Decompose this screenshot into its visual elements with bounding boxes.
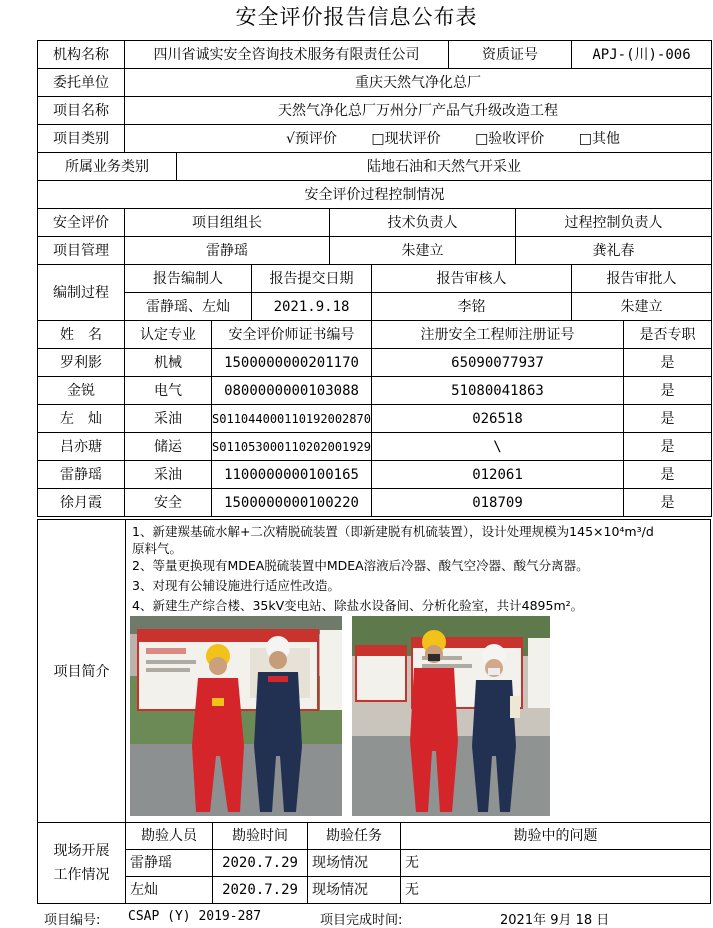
management-header: 项目组组长 xyxy=(125,209,330,237)
category-label: 项目类别 xyxy=(38,125,125,153)
intro-line: 原料气。 xyxy=(132,541,183,556)
table-row xyxy=(38,489,712,517)
cert-value: APJ-(川)-006 xyxy=(572,41,712,69)
table-row xyxy=(38,433,712,461)
staff-cert: S011044000110192002870 xyxy=(212,405,372,433)
site-label xyxy=(38,823,125,903)
site-task: 现场情况 xyxy=(308,877,401,904)
staff-fulltime: 是 xyxy=(624,349,712,377)
management-header: 过程控制负责人 xyxy=(516,209,712,237)
site-task: 现场情况 xyxy=(308,850,401,877)
compile-header: 报告编制人 xyxy=(125,265,252,293)
staff-fulltime: 是 xyxy=(624,489,712,517)
staff-reg: \ xyxy=(372,433,624,461)
staff-name: 徐月霞 xyxy=(38,489,125,517)
compile-label: 编制过程 xyxy=(38,265,125,321)
client-value: 重庆天然气净化总厂 xyxy=(125,69,712,97)
info-table xyxy=(37,40,711,520)
table-row xyxy=(38,461,712,489)
staff-cert: 1100000000100165 xyxy=(212,461,372,489)
staff-name: 罗利影 xyxy=(38,349,125,377)
site-photo-1-image xyxy=(130,616,342,816)
staff-reg: 018709 xyxy=(372,489,624,517)
staff-reg: 026518 xyxy=(372,405,624,433)
category-option: □验收评价 xyxy=(475,130,545,147)
management-label-top: 安全评价 xyxy=(38,209,125,237)
staff-major: 安全 xyxy=(125,489,212,517)
staff-header: 是否专职 xyxy=(624,321,712,349)
completion-value: 2021年 9月 18 日 xyxy=(500,913,610,928)
category-option: □其他 xyxy=(578,130,620,147)
staff-header: 姓 名 xyxy=(38,321,125,349)
site-person: 雷静瑶 xyxy=(126,850,213,877)
business-value: 陆地石油和天然气开采业 xyxy=(177,153,712,181)
management-value: 龚礼春 xyxy=(516,237,712,265)
footer xyxy=(0,905,713,927)
staff-major: 电气 xyxy=(125,377,212,405)
table-row xyxy=(38,405,712,433)
intro-line: 1、新建羰基硫水解+二次精脱硫装置（即新建脱有机硫装置），设计处理规模为145×10⁴m³/d xyxy=(132,524,654,539)
project-label: 项目名称 xyxy=(38,97,125,125)
management-label-bottom: 项目管理 xyxy=(38,237,125,265)
org-label: 机构名称 xyxy=(38,41,125,69)
intro-line: 3、对现有公辅设施进行适应性改造。 xyxy=(132,578,340,593)
project-intro xyxy=(37,519,711,823)
project-code-label: 项目编号: xyxy=(44,913,101,928)
compile-value: 朱建立 xyxy=(572,293,712,321)
staff-reg: 012061 xyxy=(372,461,624,489)
compile-value: 2021.9.18 xyxy=(252,293,372,321)
table-row xyxy=(38,349,712,377)
staff-cert: 1500000000201170 xyxy=(212,349,372,377)
completion-label: 项目完成时间: xyxy=(320,913,403,928)
staff-reg: 65090077937 xyxy=(372,349,624,377)
site-label-bottom: 工作情况 xyxy=(53,867,110,883)
site-issue: 无 xyxy=(401,877,711,904)
intro-body xyxy=(126,520,710,822)
org-value: 四川省诚实安全咨询技术服务有限责任公司 xyxy=(125,41,449,69)
table-row xyxy=(126,850,711,877)
management-value: 雷静瑶 xyxy=(125,237,330,265)
business-label: 所属业务类别 xyxy=(38,153,177,181)
site-header: 勘验任务 xyxy=(308,823,401,850)
compile-value: 李铭 xyxy=(372,293,572,321)
category-options xyxy=(125,125,712,153)
intro-line: 2、等量更换现有MDEA脱硫装置中MDEA溶液后冷器、酸气空冷器、酸气分离器。 xyxy=(132,558,589,573)
staff-fulltime: 是 xyxy=(624,377,712,405)
staff-cert: S011053000110202001929 xyxy=(212,433,372,461)
site-person: 左灿 xyxy=(126,877,213,904)
page-title: 安全评价报告信息公布表 xyxy=(235,5,478,29)
category-option: □现状评价 xyxy=(371,130,441,147)
site-date: 2020.7.29 xyxy=(213,877,308,904)
site-photo-2 xyxy=(352,616,550,816)
category-option: √预评价 xyxy=(286,130,337,147)
process-header: 安全评价过程控制情况 xyxy=(38,181,712,209)
management-value: 朱建立 xyxy=(330,237,516,265)
staff-name: 左 灿 xyxy=(38,405,125,433)
compile-header: 报告审批人 xyxy=(572,265,712,293)
staff-major: 采油 xyxy=(125,461,212,489)
site-header: 勘验人员 xyxy=(126,823,213,850)
table-row xyxy=(126,877,711,904)
compile-value: 雷静瑶、左灿 xyxy=(125,293,252,321)
site-date: 2020.7.29 xyxy=(213,850,308,877)
site-issue: 无 xyxy=(401,850,711,877)
staff-name: 金锐 xyxy=(38,377,125,405)
staff-cert: 1500000000100220 xyxy=(212,489,372,517)
intro-label: 项目简介 xyxy=(38,520,126,822)
site-photo-1 xyxy=(130,616,342,816)
staff-fulltime: 是 xyxy=(624,405,712,433)
project-value: 天然气净化总厂万州分厂产品气升级改造工程 xyxy=(125,97,712,125)
site-work xyxy=(37,822,711,904)
project-code-value: CSAP (Y) 2019-287 xyxy=(128,909,262,924)
staff-fulltime: 是 xyxy=(624,461,712,489)
staff-name: 吕亦瑭 xyxy=(38,433,125,461)
site-table xyxy=(125,822,711,904)
staff-header: 认定专业 xyxy=(125,321,212,349)
intro-line: 4、新建生产综合楼、35kV变电站、除盐水设备间、分析化验室，共计4895m²。 xyxy=(132,598,584,613)
staff-major: 采油 xyxy=(125,405,212,433)
site-label-top: 现场开展 xyxy=(53,843,110,859)
staff-header: 安全评价师证书编号 xyxy=(212,321,372,349)
staff-fulltime: 是 xyxy=(624,433,712,461)
client-label: 委托单位 xyxy=(38,69,125,97)
cert-label: 资质证号 xyxy=(449,41,572,69)
compile-header: 报告审核人 xyxy=(372,265,572,293)
staff-major: 储运 xyxy=(125,433,212,461)
site-photo-2-image xyxy=(352,616,550,816)
staff-cert: 0800000000103088 xyxy=(212,377,372,405)
staff-reg: 51080041863 xyxy=(372,377,624,405)
staff-name: 雷静瑶 xyxy=(38,461,125,489)
staff-header: 注册安全工程师注册证号 xyxy=(372,321,624,349)
compile-header: 报告提交日期 xyxy=(252,265,372,293)
staff-major: 机械 xyxy=(125,349,212,377)
table-row xyxy=(38,377,712,405)
site-header: 勘验中的问题 xyxy=(401,823,711,850)
site-header: 勘验时间 xyxy=(213,823,308,850)
management-header: 技术负责人 xyxy=(330,209,516,237)
